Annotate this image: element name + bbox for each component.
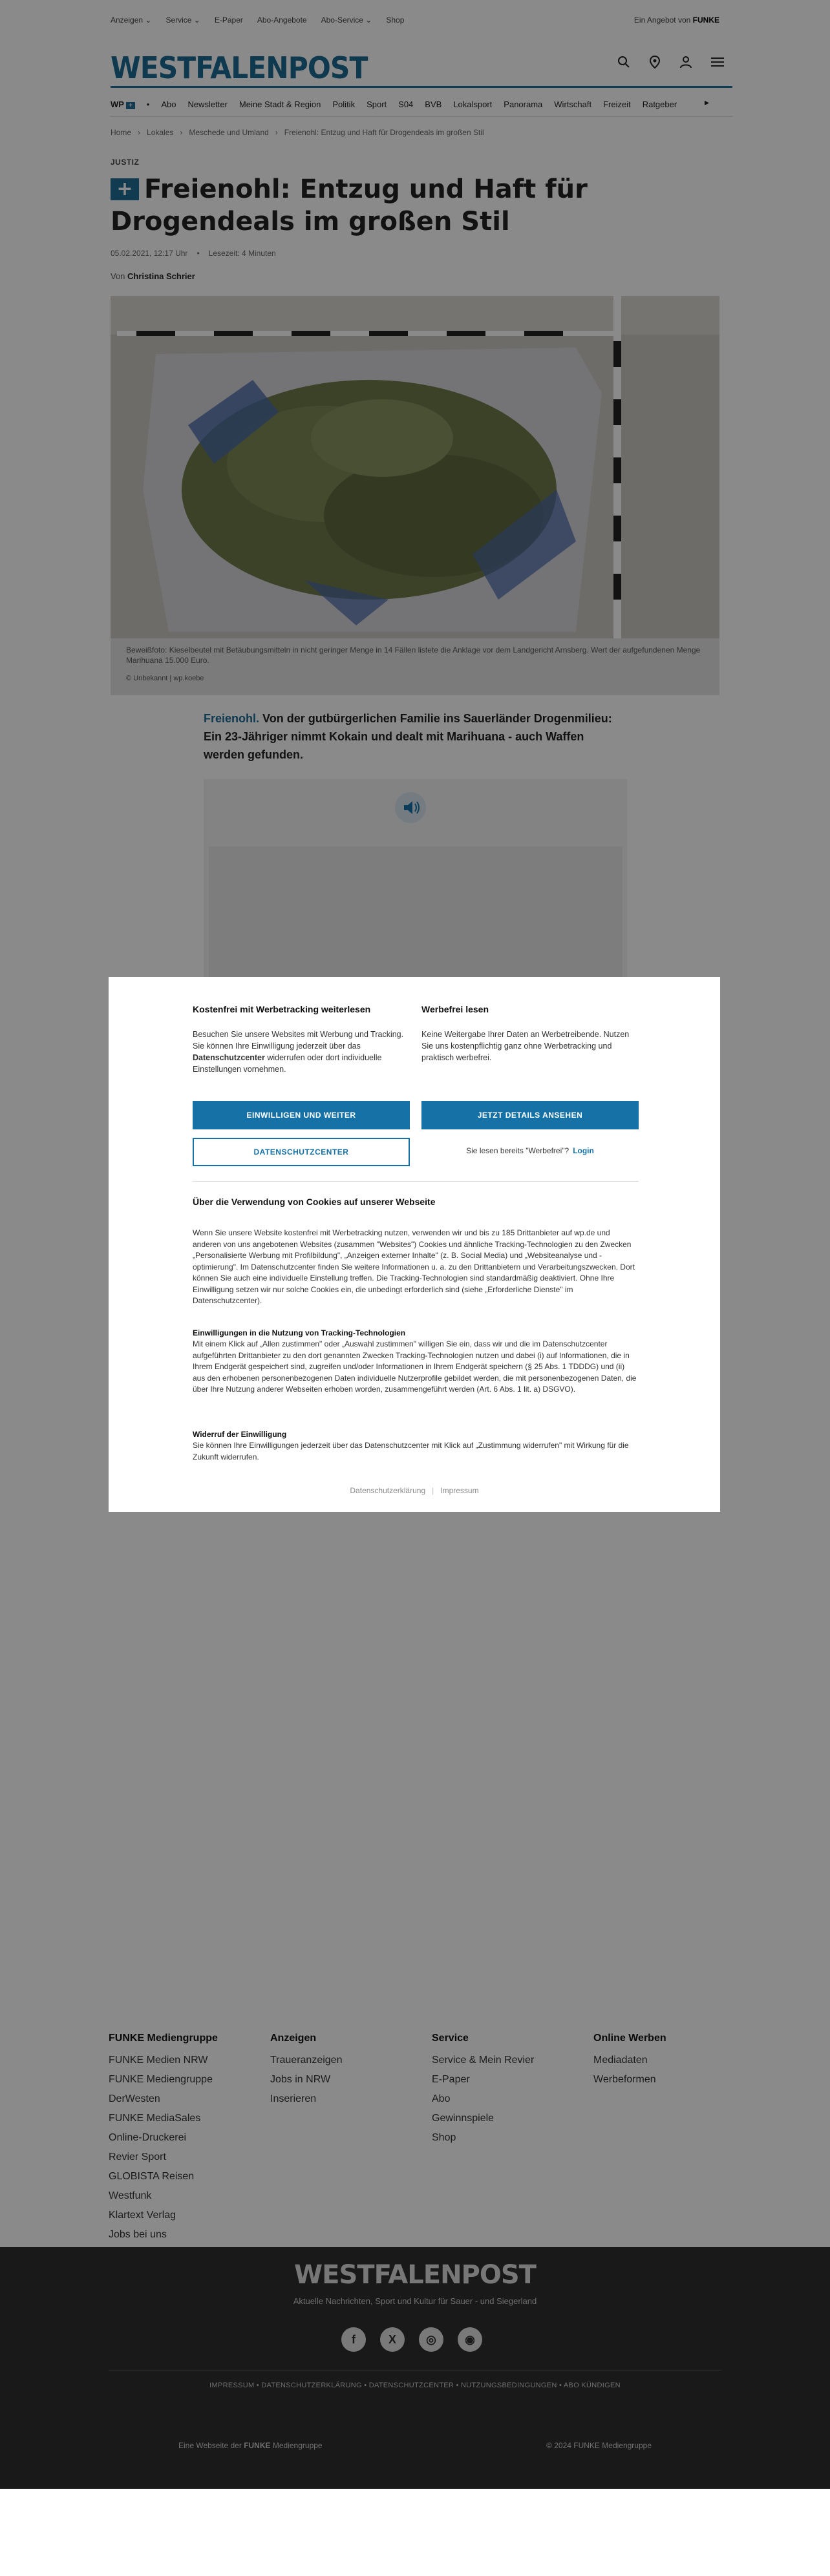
already-subscribed-text: Sie lesen bereits "Werbefrei"? [466,1146,569,1155]
footer-column-title: FUNKE Mediengruppe [109,2033,218,2044]
offer-prefix: Ein Angebot von [633,16,691,25]
consent-option-free [193,1004,410,1075]
breadcrumb-separator: › [138,128,141,137]
footer-link[interactable]: Jobs in NRW [270,2074,331,2085]
read-time: Lesezeit: 4 Minuten [208,249,276,258]
footer-link[interactable]: Inserieren [270,2093,317,2104]
nav-item-abo[interactable]: Abo [161,99,176,109]
footer-link[interactable]: FUNKE Mediengruppe [109,2074,213,2085]
article-date: 05.02.2021, 12:17 Uhr [111,249,188,258]
accept-button[interactable]: EINWILLIGEN UND WEITER [193,1101,410,1129]
x-twitter-icon[interactable]: X [380,2327,405,2352]
footer-link[interactable]: Online-Druckerei [109,2132,187,2143]
breadcrumb-home[interactable]: Home [111,128,132,137]
footer-link[interactable]: FUNKE MediaSales [109,2113,201,2124]
nav-item-sport[interactable]: Sport [367,99,387,109]
rss-icon[interactable]: ◉ [458,2327,482,2352]
privacy-center-link[interactable]: Datenschutzcenter [193,1053,265,1062]
nav-separator: • [146,99,150,109]
breadcrumb-lokales[interactable]: Lokales [147,128,174,137]
consent-free-text-part: Besuchen Sie unsere Websites mit Werbung und Tracking. Sie können Ihre Einwilligung jederzeit über das [193,1030,404,1051]
footer-link[interactable]: GLOBISTA Reisen [109,2171,195,2182]
withdraw-consent-paragraph: Sie können Ihre Einwilligungen jederzeit über das Datenschutzcenter mit Klick auf „Zustimmung widerrufen" mit Wirkung für die Zukunft widerrufen. [193,1441,629,1461]
footer-link[interactable]: Jobs bei uns [109,2229,167,2240]
link-separator: | [432,1486,434,1495]
author-prefix: Von [111,271,125,281]
footer-link[interactable]: Werbeformen [593,2074,656,2085]
breadcrumb-separator: › [275,128,278,137]
tracking-consent-paragraph: Mit einem Klick auf „Allen zustimmen" oder „Auswahl zustimmen" willigen Sie ein, dass wir und die im Datenschutzcenter aufgeführten Drittanbieter zu den dort genannten Zwecken Tracking-Technologien nutzen und dabei (i) auf Informationen, die in Ihrem Endgerät gespeichert sind, zugreifen und/oder Informationen in Ihrem Endgerät speichern (§ 25 Abs. 1 TDDDG) und (ii) aus den erhobenen personenbezogenen Daten individuelle Nutzerprofile gebildet werden, die mit personenbezogenen Daten, die über Ihre Nutzung anderer Webseiten erhoben worden, zusammengeführt werden (Art. 6 Abs. 1 lit. a) DSGVO). [193,1339,637,1394]
nav-item-ratgeber[interactable]: Ratgeber [642,99,677,109]
author-name[interactable]: Christina Schrier [127,271,195,281]
imprint-link[interactable]: Impressum [440,1486,479,1495]
footer-link[interactable]: E-Paper [432,2074,470,2085]
dialog-footer-links [109,1486,720,1495]
consent-adfree-title: Werbefrei lesen [421,1004,489,1014]
footer-link[interactable]: Gewinnspiele [432,2113,495,2124]
lead-location: Freienohl. [204,712,260,725]
view-details-button[interactable]: JETZT DETAILS ANSEHEN [421,1101,639,1129]
footer-link[interactable]: Revier Sport [109,2152,166,2162]
privacy-center-button[interactable]: DATENSCHUTZCENTER [193,1138,410,1166]
nav-item-lokalsport[interactable]: Lokalsport [453,99,493,109]
footer-logo[interactable]: WESTFALENPOST [294,2260,536,2290]
nav-home-label: WP [111,99,124,109]
publisher-brand[interactable]: FUNKE [244,2441,271,2450]
login-link[interactable]: Login [573,1146,594,1155]
footer-link[interactable]: Abo [432,2093,451,2104]
privacy-policy-link[interactable]: Datenschutzerklärung [350,1486,426,1495]
footer-link[interactable]: FUNKE Medien NRW [109,2055,208,2066]
consent-free-text [193,1029,410,1075]
footer-column-title: Anzeigen [270,2033,317,2044]
nav-scroll-right-icon[interactable]: ▸ [705,97,710,107]
cookie-consent-dialog [109,977,720,1512]
nav-item-s04[interactable]: S04 [398,99,414,109]
nav-item-bvb[interactable]: BVB [425,99,442,109]
consent-option-adfree [421,1004,639,1063]
footer-link[interactable]: Westfunk [109,2190,152,2201]
instagram-icon[interactable]: ◎ [419,2327,443,2352]
meta-separator: • [197,249,200,258]
copyright: © 2024 FUNKE Mediengruppe [546,2441,652,2450]
funke-logo[interactable]: FUNKE [692,16,719,25]
lead-text: Von der gutbürgerlichen Familie ins Sauerländer Drogenmilieu: Ein 23-Jähriger nimmt Kokain und dealt mit Marihuana - auch Waffen werden gefunden. [204,712,612,761]
consent-free-text-part: widerrufen oder dort individuelle Einstellungen vornehmen. [193,1053,382,1074]
consent-adfree-text: Keine Weitergabe Ihrer Daten an Werbetreibende. Nutzen Sie uns kostenpflichtig ganz ohne Werbetracking und praktisch werbefrei. [421,1030,630,1062]
footer-column-title: Service [432,2033,469,2044]
utility-link-abo-angebote[interactable]: Abo-Angebote [257,16,307,25]
consent-free-title: Kostenfrei mit Werbetracking weiterlesen [193,1004,371,1014]
nav-item-wirtschaft[interactable]: Wirtschaft [554,99,592,109]
nav-item-politik[interactable]: Politik [332,99,356,109]
footer-link[interactable]: Klartext Verlag [109,2210,176,2221]
footer-link[interactable]: Service & Mein Revier [432,2055,535,2066]
cookie-info-title: Über die Verwendung von Cookies auf unserer Webseite [193,1197,436,1207]
utility-link-abo-service[interactable]: Abo-Service ⌄ [321,16,372,25]
already-subscribed [421,1146,639,1155]
plus-icon: + [111,178,139,200]
facebook-icon[interactable]: f [341,2327,366,2352]
plus-badge: + [126,102,135,109]
nav-item-newsletter[interactable]: Newsletter [187,99,228,109]
publisher-prefix: Eine Webseite der [178,2441,242,2450]
withdraw-consent-heading: Widerruf der Einwilligung [193,1430,287,1439]
nav-item-panorama[interactable]: Panorama [504,99,543,109]
footer-link[interactable]: Shop [432,2132,456,2143]
breadcrumb-separator: › [180,128,183,137]
cookie-info-paragraph: Wenn Sie unsere Website kostenfrei mit Werbetracking nutzen, verwenden wir und bis zu 185 Drittanbieter auf wp.de und anderen von uns angebotenen Websites (zusammen "Websites") Cookies und ähnliche Tracking-Technologien zu den Zwecken „Personalisierte Werbung mit Profilbildung", „Anzeigen externer Inhalte" (z. B. Social Media) und „Websiteanalyse und -optimierung". Im Datenschutzcenter finden Sie weitere Informationen u. a. zu den Drittanbietern und Verarbeitungszwecken. Dort können Sie auch eine individuelle Einstellung treffen. Die Tracking-Technologien sind standardmäßig deaktiviert. Ohne Ihre Einwilligung setzen wir nur solche Cookies ein, die unbedingt erforderlich sind (siehe „Erforderliche Dienste" im Datenschutzcenter). [193,1228,635,1305]
image-credit: © Unbekannt | wp.koebe [126,675,204,682]
footer-link[interactable]: Mediadaten [593,2055,648,2066]
utility-link-anzeigen[interactable]: Anzeigen ⌄ [111,16,152,25]
publisher-suffix: Mediengruppe [272,2441,323,2450]
utility-link-service[interactable]: Service ⌄ [165,16,200,25]
footer-link[interactable]: DerWesten [109,2093,160,2104]
footer-legal-links[interactable]: IMPRESSUM • DATENSCHUTZERKLÄRUNG • DATENSCHUTZCENTER • NUTZUNGSBEDINGUNGEN • ABO KÜNDIGEN [209,2382,621,2389]
tracking-consent-heading: Einwilligungen in die Nutzung von Tracking-Technologien [193,1328,406,1337]
site-logo[interactable]: WESTFALENPOST [111,50,368,85]
utility-link-shop[interactable]: Shop [386,16,405,25]
footer-link[interactable]: Traueranzeigen [270,2055,343,2066]
article-kicker: JUSTIZ [111,158,140,167]
nav-item-meine-stadt[interactable]: Meine Stadt & Region [239,99,321,109]
image-caption: Beweißfoto: Kieselbeutel mit Betäubungsmitteln in nicht geringer Menge in 14 Fällen listete die Anklage vor dem Landgericht Arnsberg. Wert der aufgefundenen Menge Marihuana 15.000 Euro. [126,645,701,665]
nav-item-freizeit[interactable]: Freizeit [603,99,631,109]
utility-link-epaper[interactable]: E-Paper [214,16,243,25]
dialog-divider [193,1181,639,1182]
footer-column-title: Online Werben [593,2033,666,2044]
article-title-text: Freienohl: Entzug und Haft für Drogendeals im großen Stil [111,174,588,236]
footer-tagline: Aktuelle Nachrichten, Sport und Kultur für Sauer - und Siegerland [293,2296,537,2306]
cookie-info [193,1197,639,1208]
breadcrumb-current: Freienohl: Entzug und Haft für Drogendeals im großen Stil [284,128,484,137]
breadcrumb-meschede[interactable]: Meschede und Umland [189,128,269,137]
